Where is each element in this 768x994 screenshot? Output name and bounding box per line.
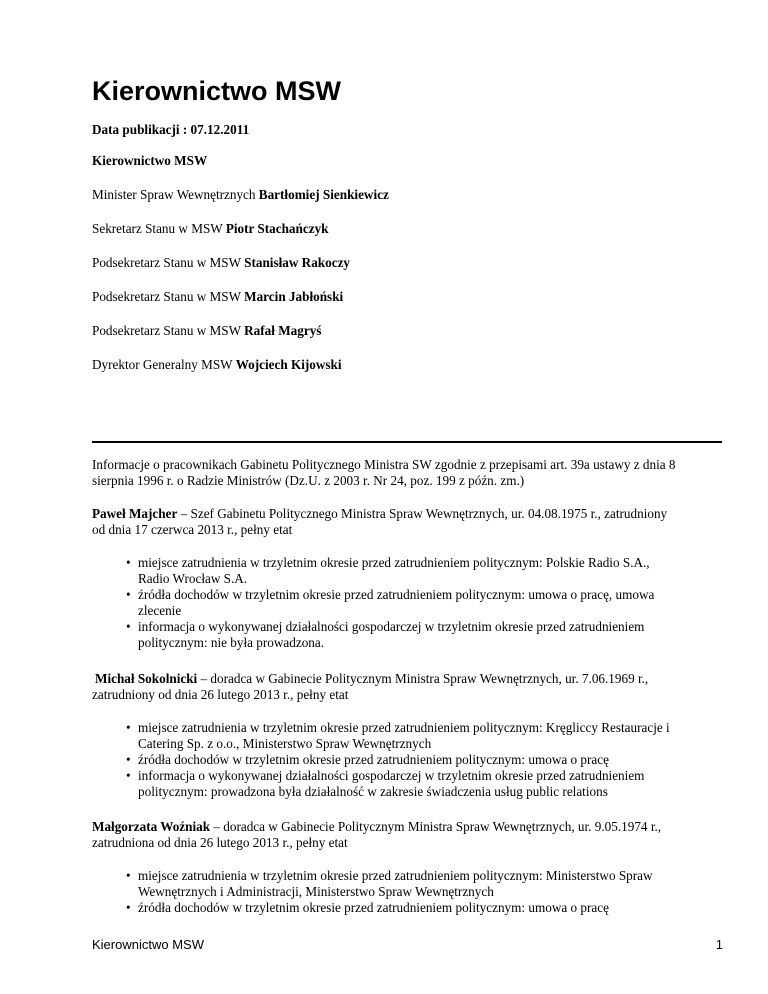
bullet-icon: • [126,868,131,883]
official-row [92,255,350,271]
list-item: • miejsce zatrudnienia w trzyletnim okresie przed zatrudnieniem politycznym: Ministerstwo Spraw Wewnętrznych i Administracji, Ministerstwo Spraw Wewnętrznych [126,868,653,899]
bullet-icon: • [126,555,131,570]
bullet-icon: • [126,619,131,634]
footer-title: Kierownictwo MSW [92,937,204,952]
staff-desc: zatrudniony od dnia 26 lutego 2013 r., pełny etat [92,687,349,702]
official-name: Marcin Jabłoński [244,289,344,304]
official-role: Dyrektor Generalny MSW [92,357,233,372]
bullet-icon: • [126,587,131,602]
staff-desc: od dnia 17 czerwca 2013 r., pełny etat [92,522,293,537]
official-role: Sekretarz Stanu w MSW [92,221,223,236]
horizontal-divider [92,441,722,443]
list-item: • źródła dochodów w trzyletnim okresie przed zatrudnieniem politycznym: umowa o pracę [126,752,609,767]
staff-details-list [126,555,722,651]
official-role: Podsekretarz Stanu w MSW [92,255,241,270]
list-item: • miejsce zatrudnienia w trzyletnim okresie przed zatrudnieniem politycznym: Polskie Radio S.A., Radio Wrocław S.A. [126,555,650,586]
list-item: • informacja o wykonywanej działalności gospodarczej w trzyletnim okresie przed zatrudnieniem politycznym: nie była prowadzona. [126,619,645,650]
official-name: Wojciech Kijowski [235,357,342,372]
bullet-icon: • [126,900,131,915]
staff-desc: – doradca w Gabinecie Politycznym Ministra Spraw Wewnętrznych, ur. 9.05.1974 r., [210,819,662,834]
staff-desc: – Szef Gabinetu Politycznego Ministra Spraw Wewnętrznych, ur. 04.08.1975 r., zatrudniony [177,506,668,521]
intro-line: sierpnia 1996 r. o Radzie Ministrów (Dz.U. z 2003 r. Nr 24, poz. 199 z późn. zm.) [92,473,525,488]
staff-details-list [126,868,722,916]
bullet-icon: • [126,768,131,783]
staff-paragraph [92,671,727,703]
staff-details-list [126,720,722,800]
bullet-icon: • [126,720,131,735]
staff-name: Michał Sokolnicki [95,671,198,686]
list-item: • informacja o wykonywanej działalności gospodarczej w trzyletnim okresie przed zatrudnieniem politycznym: prowadzona była działalność w zakresie świadczenia usług public relations [126,768,645,799]
page-title: Kierownictwo MSW [92,76,341,106]
official-name: Bartłomiej Sienkiewicz [258,187,389,202]
intro-line: Informacje o pracownikach Gabinetu Politycznego Ministra SW zgodnie z przepisami art. 39a ustawy z dnia 8 [92,457,676,472]
intro-paragraph [92,457,724,489]
publication-date: Data publikacji : 07.12.2011 [92,122,250,137]
staff-name: Małgorzata Woźniak [92,819,211,834]
official-row [92,221,329,237]
staff-paragraph [92,819,724,851]
official-row [92,323,321,339]
official-name: Stanisław Rakoczy [244,255,351,270]
list-item: • źródła dochodów w trzyletnim okresie przed zatrudnieniem politycznym: umowa o pracę [126,900,609,915]
staff-desc: – doradca w Gabinecie Politycznym Ministra Spraw Wewnętrznych, ur. 7.06.1969 r., [197,671,649,686]
list-item: • źródła dochodów w trzyletnim okresie przed zatrudnieniem politycznym: umowa o pracę, umowa zlecenie [126,587,655,618]
official-row [92,289,343,305]
list-item: • miejsce zatrudnienia w trzyletnim okresie przed zatrudnieniem politycznym: Kręgliccy Restauracje i Catering Sp. z o.o., Ministerstwo Spraw Wewnętrznych [126,720,670,751]
staff-desc: zatrudniona od dnia 26 lutego 2013 r., pełny etat [92,835,348,850]
page-number: 1 [715,937,723,952]
official-name: Piotr Stachańczyk [225,221,329,236]
official-name: Rafał Magryś [244,323,322,338]
official-row [92,187,389,203]
official-row [92,357,342,373]
official-role: Podsekretarz Stanu w MSW [92,289,241,304]
official-role: Podsekretarz Stanu w MSW [92,323,241,338]
staff-paragraph [92,506,724,538]
staff-name: Paweł Majcher [92,506,178,521]
bullet-icon: • [126,752,131,767]
official-role: Minister Spraw Wewnętrznych [92,187,256,202]
section-heading: Kierownictwo MSW [92,153,208,168]
